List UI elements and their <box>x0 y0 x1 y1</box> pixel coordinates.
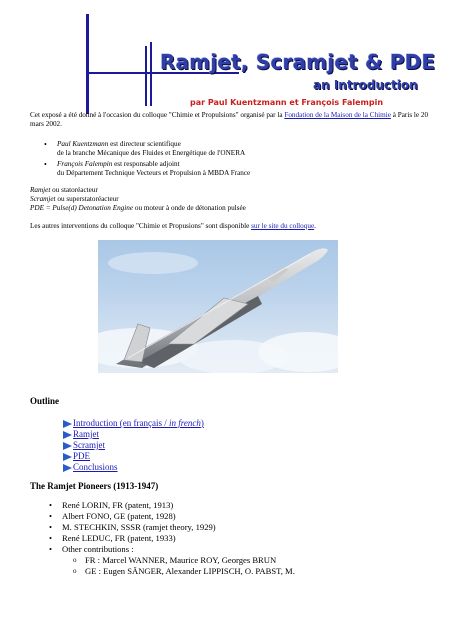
intro-paragraph <box>30 111 430 129</box>
note-text: Les autres interventions du colloque "Chimie et Propusions" sont disponible <box>30 222 252 230</box>
bio-item <box>30 140 430 158</box>
bio-name: François Falempin <box>57 160 113 168</box>
abbr-def: ou statoréacteur <box>50 186 98 194</box>
list-item: • René LEDUC, FR (patent, 1933) <box>30 533 295 544</box>
toc-item[interactable] <box>63 429 204 440</box>
abbr-term: PDE = Pulse(d) Detonation Engine <box>30 204 134 212</box>
arrow-right-icon <box>63 442 72 450</box>
abbr-row <box>30 195 430 204</box>
authors-line: par Paul Kuentzmann et François Falempin <box>190 98 384 107</box>
arrow-right-icon <box>63 420 72 428</box>
author-bios <box>30 140 430 180</box>
arrow-right-icon <box>63 431 72 439</box>
toc-item[interactable] <box>63 451 204 462</box>
toc-link-ramjet[interactable]: Ramjet <box>73 429 99 439</box>
bio-detail: du Département Technique Vecteurs et Propulsion à MBDA France <box>57 169 251 177</box>
abbreviations <box>30 186 430 213</box>
arrow-right-icon <box>63 453 72 461</box>
abbr-term: Scramjet <box>30 195 56 203</box>
rule-vertical-right <box>150 42 152 106</box>
pioneers-list <box>30 500 295 577</box>
abbr-def: ou superstatoréacteur <box>55 195 119 203</box>
rule-vertical-left <box>86 14 89 114</box>
note-end: . <box>314 222 316 230</box>
abbr-row <box>30 204 430 213</box>
outline-heading: Outline <box>30 396 60 406</box>
list-item: • M. STECHKIN, SSSR (ramjet theory, 1929) <box>30 522 295 533</box>
bio-role: est directeur scientifique <box>108 140 181 148</box>
rule-vertical-mid <box>145 46 147 106</box>
list-item: • Other contributions : <box>30 544 295 555</box>
intro-text: Cet exposé a été donné à l'occasion du colloque "Chimie et Propulsions" organisé par la <box>30 111 285 119</box>
abbr-def: ou moteur à onde de détonation pulsée <box>133 204 246 212</box>
sub-list-item: o FR : Marcel WANNER, Maurice ROY, Georges BRUN <box>30 555 295 566</box>
toc-label-italic: in french <box>168 418 201 428</box>
arrow-right-icon <box>63 464 72 472</box>
toc-label: Introduction (en français / <box>73 418 169 428</box>
outline-list <box>63 418 204 473</box>
header-banner <box>0 0 452 112</box>
abbr-row <box>30 186 430 195</box>
colloque-note <box>30 222 440 231</box>
toc-link-conclusions[interactable]: Conclusions <box>73 462 118 472</box>
toc-item[interactable] <box>63 418 204 429</box>
colloque-site-link[interactable]: sur le site du colloque <box>251 222 315 230</box>
ramjet-missile-photo <box>98 240 338 373</box>
bio-detail: de la branche Mécanique des Fluides et Energétique de l'ONERA <box>57 149 246 157</box>
toc-item[interactable] <box>63 462 204 473</box>
sub-list-item: o GE : Eugen SÄNGER, Alexander LIPPISCH, O. PABST, M. <box>30 566 295 577</box>
toc-link-pde[interactable]: PDE <box>73 451 91 461</box>
fondation-link[interactable]: Fondation de la Maison de la Chimie <box>284 111 391 119</box>
intro-text-end: à Paris le 20 mars 2002. <box>30 111 429 128</box>
bio-name: Paul Kuentzmann <box>57 140 109 148</box>
toc-link-scramjet[interactable]: Scramjet <box>73 440 105 450</box>
missile-illustration <box>98 240 338 373</box>
pioneers-heading: The Ramjet Pioneers (1913-1947) <box>30 481 159 491</box>
bio-item <box>30 160 430 178</box>
toc-item[interactable] <box>63 440 204 451</box>
list-item: • Albert FONO, GE (patent, 1928) <box>30 511 295 522</box>
bio-role: est responsable adjoint <box>112 160 180 168</box>
toc-link-introduction[interactable] <box>73 418 204 429</box>
abbr-term: Ramjet <box>30 186 51 194</box>
list-item: • René LORIN, FR (patent, 1913) <box>30 500 295 511</box>
page-subtitle: an Introduction <box>313 78 418 92</box>
toc-label-end: ) <box>200 418 204 428</box>
page-title: Ramjet, Scramjet & PDE <box>160 50 436 74</box>
